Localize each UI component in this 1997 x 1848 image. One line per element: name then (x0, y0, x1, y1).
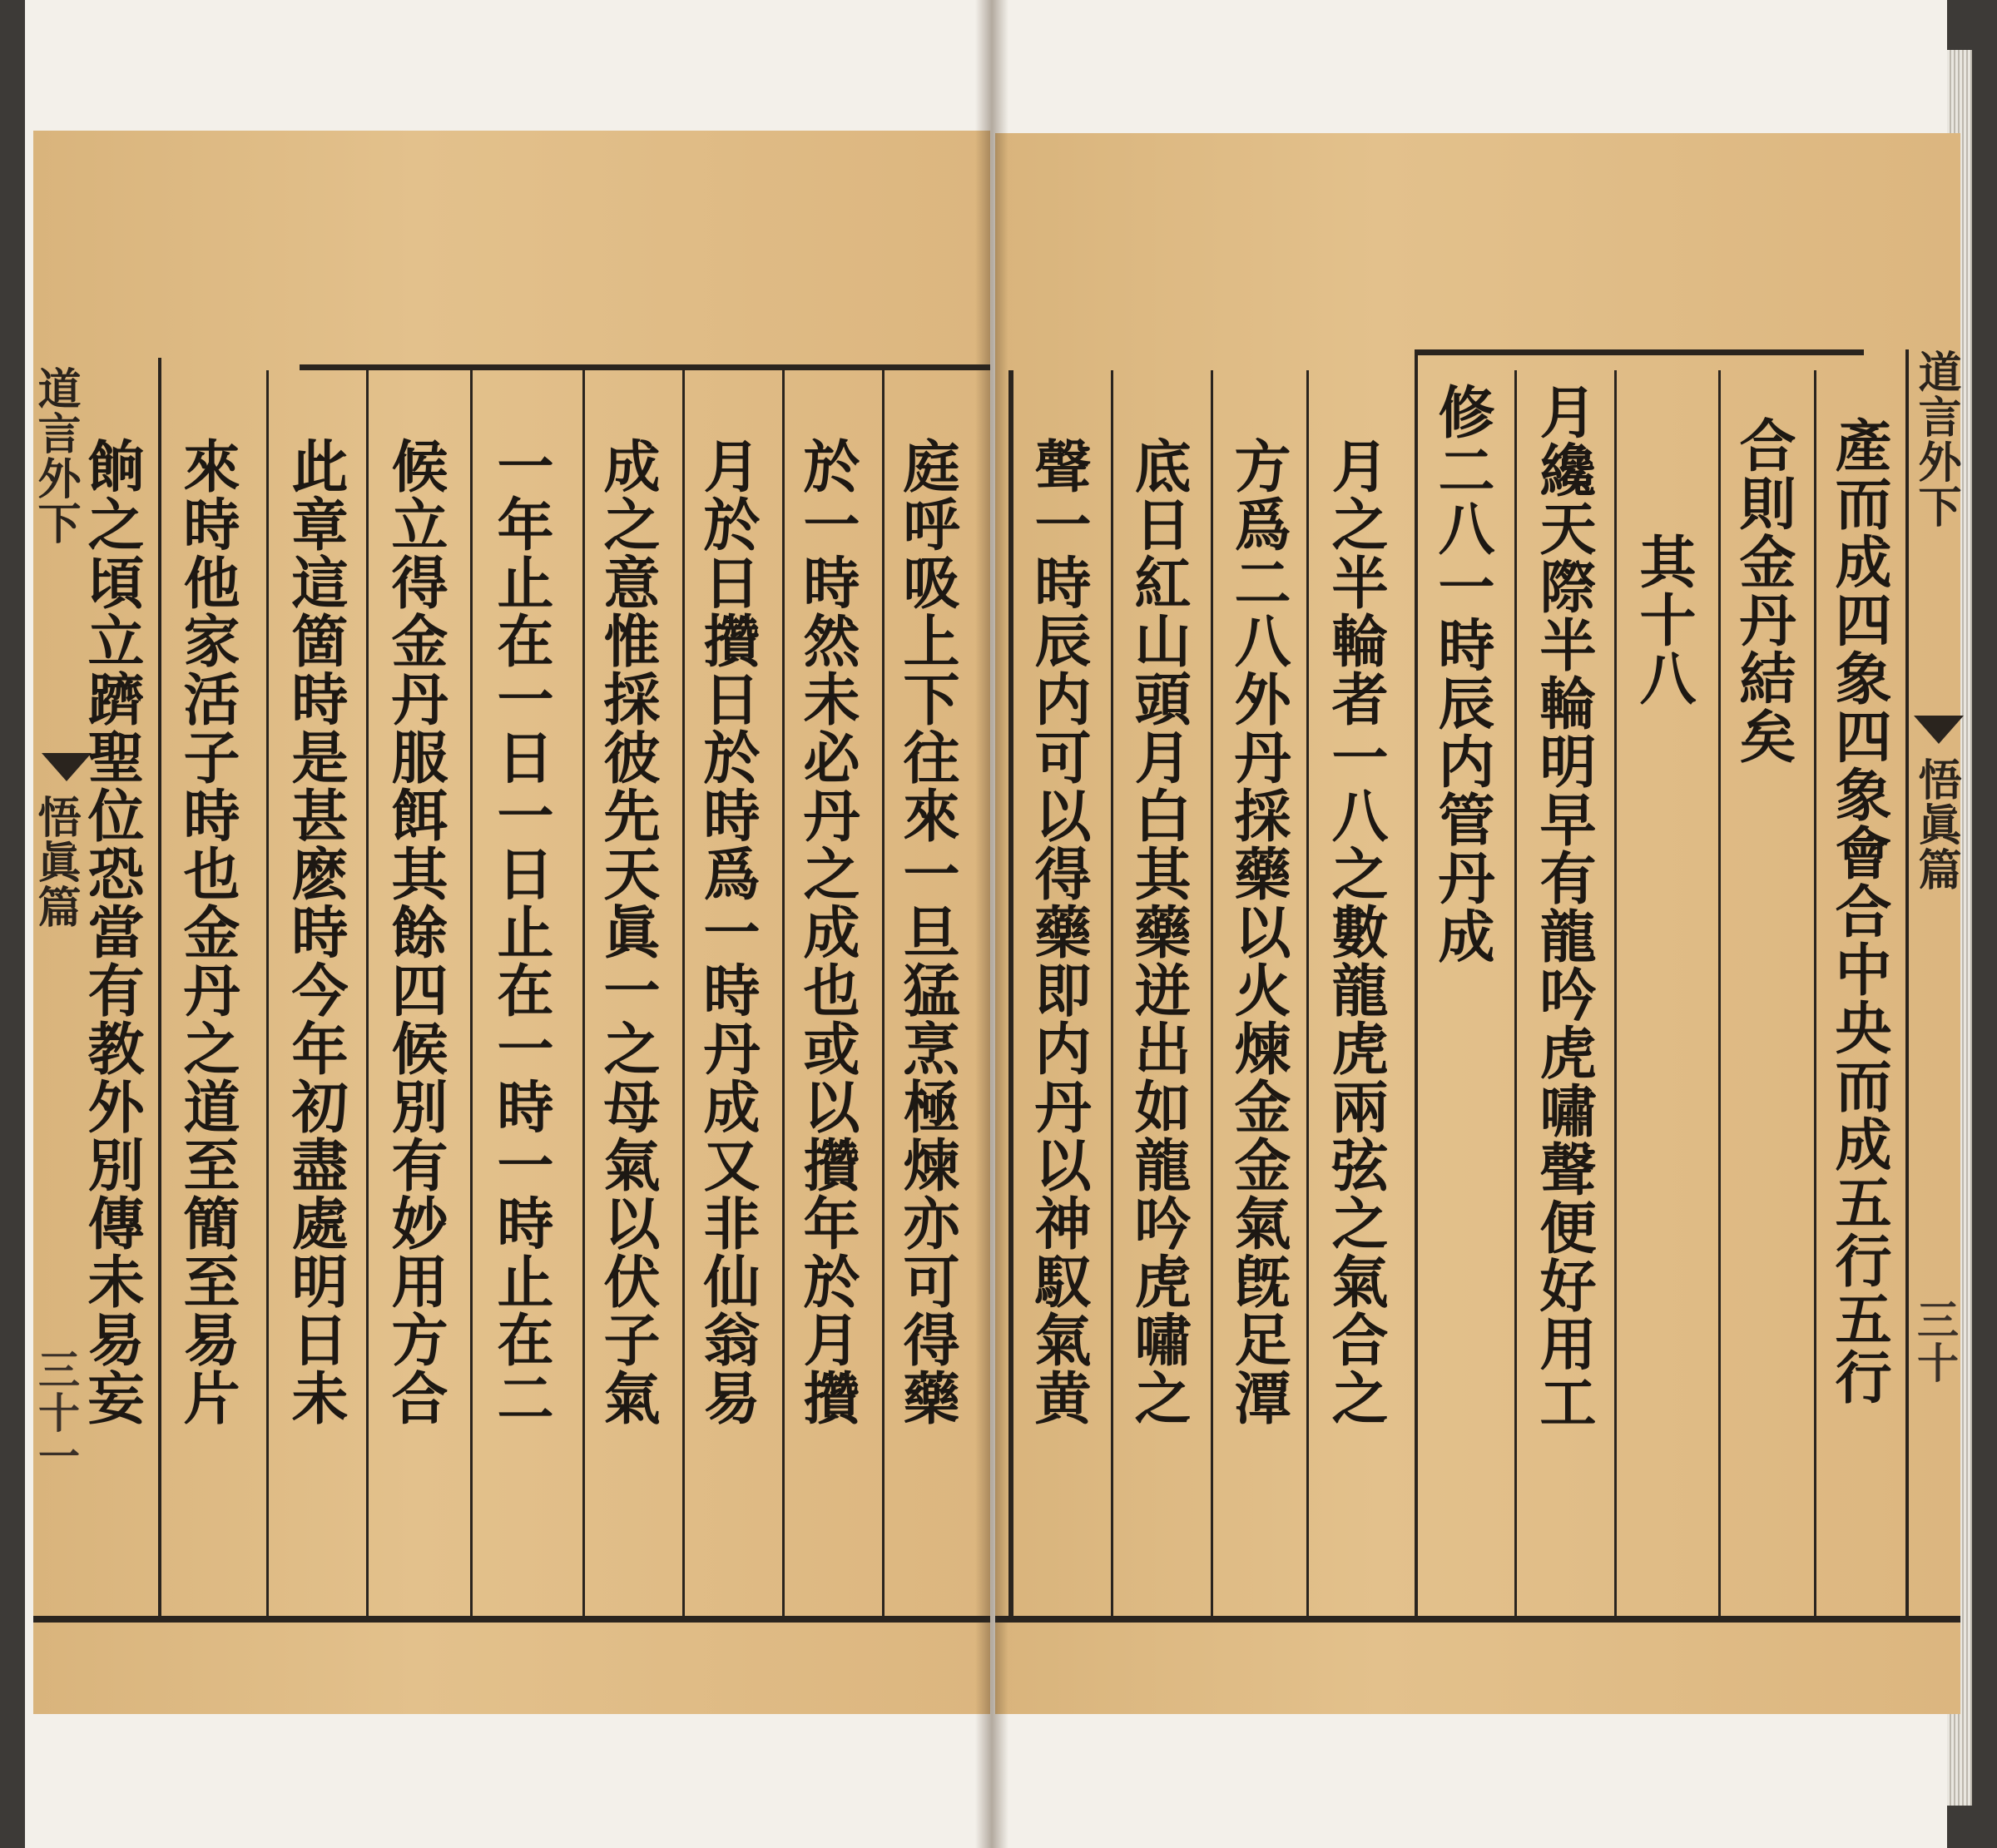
left-line-4 (582, 370, 585, 1616)
right-column-2: 合則金丹結矣 (1730, 416, 1796, 765)
left-line-3 (682, 370, 685, 1616)
right-line-8 (1111, 370, 1113, 1616)
left-bottom-rule (33, 1616, 990, 1623)
left-column-9: 餉之頃立躋聖位恐當有教外別傳未易妄 (78, 437, 145, 1427)
left-column-6: 候立得金丹服餌其餘四候別有妙用方合 (382, 437, 448, 1427)
right-folio: 三十 (1910, 1298, 1960, 1385)
left-line-6 (366, 370, 369, 1616)
left-column-8: 來時他家活子時也金丹之道至簡至易片 (174, 437, 240, 1427)
left-margin-title: 道言外下 (30, 366, 81, 546)
left-top-rule (300, 364, 990, 370)
left-column-4: 成之意惟採彼先天眞一之母氣以伏子氣 (594, 437, 661, 1427)
left-line-7 (266, 370, 269, 1616)
right-line-6 (1306, 370, 1309, 1616)
right-line-5 (1415, 349, 1418, 1616)
right-column-7: 方爲二八外丹採藥以火煉金金氣旣足潭 (1225, 437, 1291, 1427)
right-margin-subtitle: 悟眞篇 (1910, 757, 1961, 892)
right-bottom-rule (995, 1616, 1960, 1623)
left-column-5: 一年止在一日一日止在一時一時止在二 (488, 437, 554, 1427)
right-margin-title: 道言外下 (1910, 349, 1961, 529)
left-line-5 (470, 370, 473, 1616)
right-column-8: 底日紅山頭月白其藥迸出如龍吟虎嘯之 (1125, 437, 1192, 1427)
right-column-6: 月之半輪者一八之數龍虎兩弦之氣合之 (1322, 437, 1389, 1427)
left-column-2: 於一時然未必丹之成也或以攢年於月攢 (794, 437, 860, 1427)
right-line-7 (1211, 370, 1213, 1616)
right-line-4 (1514, 370, 1517, 1616)
right-column-4: 月纔天際半輪明早有龍吟虎嘯聲便好用工 (1530, 383, 1597, 1431)
fish-tail-mark-right (1914, 716, 1964, 744)
right-line-3 (1614, 370, 1617, 1616)
left-margin-rule (158, 358, 161, 1618)
right-margin-rule (1905, 349, 1909, 1618)
gutter (975, 0, 1008, 1848)
right-column-9: 聲一時辰内可以得藥即内丹以神馭氣黄 (1025, 437, 1092, 1427)
right-column-5: 修二八一時辰内管丹成 (1429, 383, 1495, 965)
right-column-1: 產而成四象四象會合中央而成五行五行 (1826, 416, 1892, 1406)
right-inner-rule (1008, 370, 1013, 1616)
left-column-7: 此章這箇時是甚麽時今年初盡處明日未 (282, 437, 349, 1427)
right-line-2 (1718, 370, 1721, 1616)
right-line-1 (1814, 370, 1816, 1616)
right-top-rule (1415, 349, 1864, 355)
left-column-3: 月於日攢日於時爲一時丹成又非仙翁易 (694, 437, 761, 1427)
left-line-2 (782, 370, 785, 1616)
left-column-1: 庭呼吸上下往來一旦猛烹極煉亦可得藥 (894, 437, 960, 1427)
right-column-3: 其十八 (1630, 533, 1697, 707)
left-folio: 三十一 (32, 1348, 81, 1478)
left-margin-subtitle: 悟眞篇 (30, 795, 81, 929)
left-line-1 (882, 370, 885, 1616)
